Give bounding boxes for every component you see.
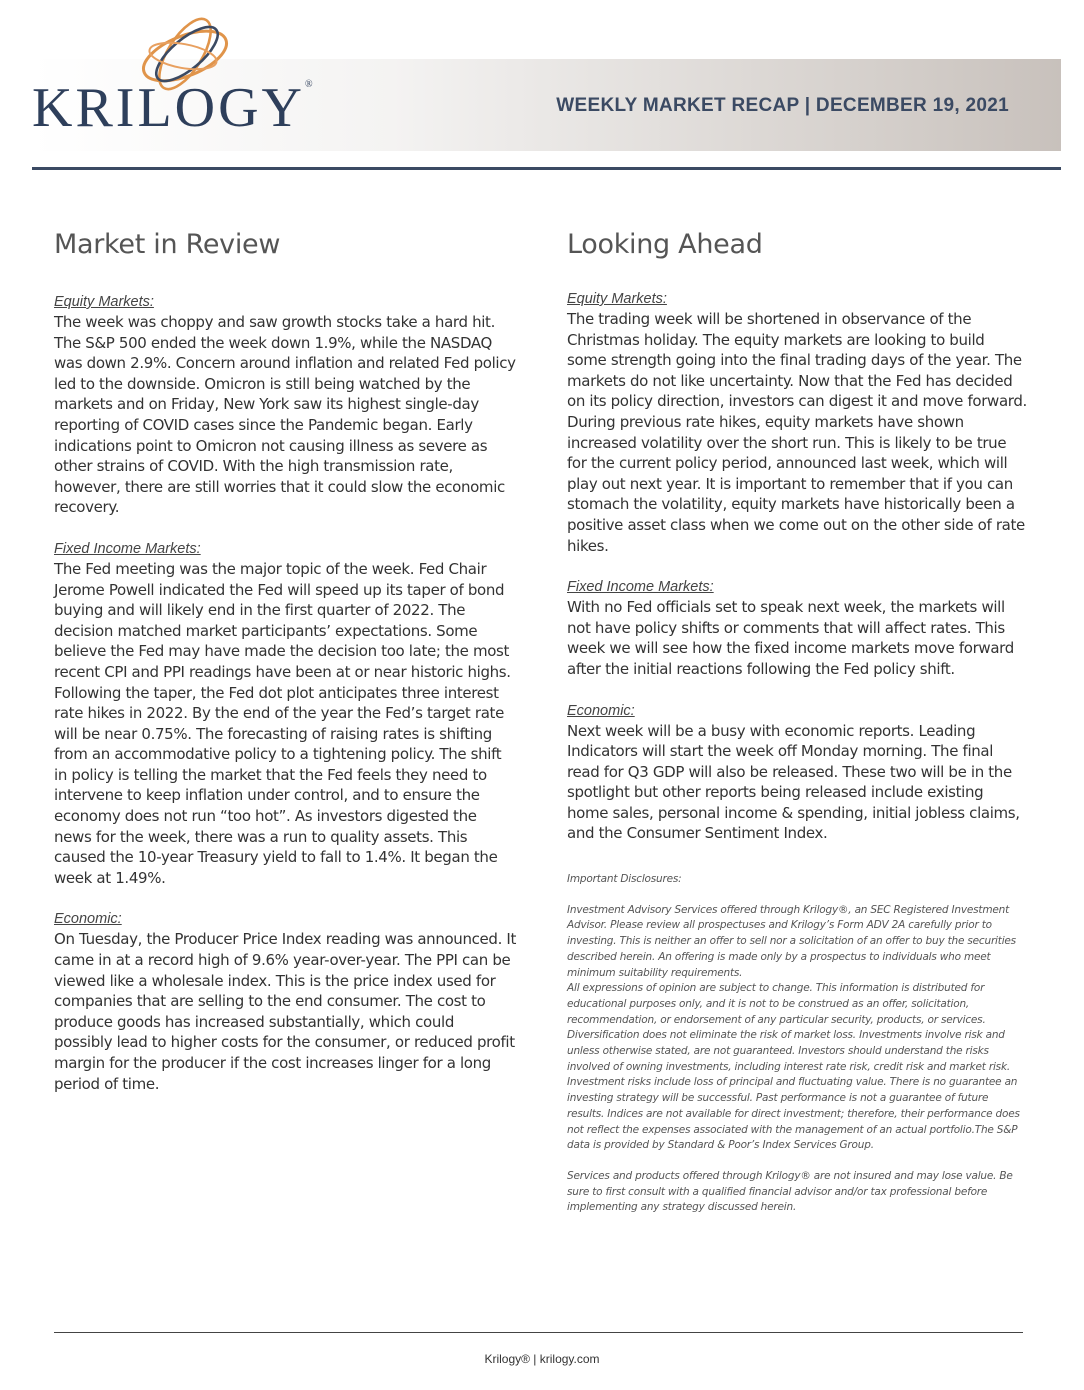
right-economic-heading: Economic: (567, 702, 635, 719)
looking-ahead-column (567, 225, 1027, 865)
brand-mark: ® (304, 79, 313, 90)
brand-name: KRILOGY (32, 77, 305, 139)
left-equity-heading: Equity Markets: (54, 294, 154, 310)
right-fixed-income-heading: Fixed Income Markets: (567, 579, 714, 596)
brand-wordmark (32, 77, 313, 139)
disclosures-heading: Important Disclosures: (567, 873, 682, 885)
right-equity-body: The trading week will be shortened in observance of the Christmas holiday. The equity markets are looking to build some strength going into the final trading days of the year. The markets do not like uncertainty. Now that the Fed has decided on its policy direction, investors can digest it and move forward. During previous rate hikes, equity markets have shown increased volatility over the short run. This is likely to be true for the current policy period, announced last week, which will play out next year. It is important to remember that if you can stomach the volatility, equity markets have historically been a positive asset class when we come out on the other side of rate hikes. (567, 310, 1027, 555)
disclosures-paragraph-2: All expressions of opinion are subject to change. This information is distributed for educational purposes only, and it is not to be construed as an offer, solicitation, recommendation, or endorsement of any particular security, products, or services. Diversification does not eliminate the risk of market loss. Investments involve risk and unless otherwise stated, are not guaranteed. Investors should understand the risks involved of owning investments, including interest rate risk, credit risk and market risk. Investment risks include loss of principal and fluctuating value. There is no guarantee an investing strategy will be successful. Past performance is not a guarantee of future results. Indices are not available for direct investment; therefore, their performance does not reflect the expenses associated with the management of an actual portfolio.The S&P data is provided by Standard & Poor’s Index Services Group. (567, 982, 1020, 1152)
krilogy-logo (32, 10, 332, 150)
left-economic-body: On Tuesday, the Producer Price Index reading was announced. It came in at a record high of 9.6% year-over-year. The PPI can be viewed like a wholesale index. This is the price index used for companies that are selling to the end consumer. The cost to produce goods has increased substantially, which could possibly lead to higher costs for the consumer, or reduced profit margin for the producer if the cost increases linger for a long period of time. (54, 930, 517, 1093)
right-economic-body: Next week will be a busy with economic reports. Leading Indicators will start the week off Monday morning. The final read for Q3 GDP will also be released. These two will be in the spotlight but other reports being released include existing home sales, personal income & spending, initial jobless claims, and the Consumer Sentiment Index. (567, 721, 1020, 843)
market-in-review-title: Market in Review (54, 229, 281, 260)
left-fixed-income-body: The Fed meeting was the major topic of the week. Fed Chair Jerome Powell indicated the Fed will speed up its taper of bond buying and will likely end in the first quarter of 2022. The decision matched market participants’ expectations. Some believe the Fed may have made the decision too late; the most recent CPI and PPI readings have been at or near historic highs. Following the taper, the Fed dot plot anticipates three interest rate hikes in 2022. By the end of the year the Fed’s target rate will be near 0.75%. The forecasting of raising rates is shifting from an accommodative policy to a tightening policy. The shift in policy is telling the market that the Fed feels they need to intervene to keep inflation under control, and to ensure the economy does not run “too hot”. As investors digested the news for the week, there was a run to quality assets. This caused the 10-year Treasury yield to fall to 1.4%. It began the week at 1.49%. (54, 559, 511, 887)
footer-text: Krilogy® | krilogy.com (484, 1352, 600, 1366)
important-disclosures (567, 872, 1023, 1231)
report-title: WEEKLY MARKET RECAP | DECEMBER 19, 2021 (556, 95, 1009, 116)
market-in-review-column (54, 225, 516, 1115)
footer-divider (54, 1332, 1023, 1333)
left-economic-heading: Economic: (54, 911, 122, 928)
left-fixed-income-heading: Fixed Income Markets: (54, 540, 201, 557)
disclosures-paragraph-3: Services and products offered through Krilogy® are not insured and may lose value. Be sure to first consult with a qualified financial advisor and/or tax professional before implementing any strategy discussed herein. (567, 1169, 1013, 1214)
right-equity-heading: Equity Markets: (567, 291, 667, 307)
left-equity-body: The week was choppy and saw growth stocks take a hard hit. The S&P 500 ended the week down 1.9%, while the NASDAQ was down 2.9%. Concern around inflation and related Fed policy led to the downside. Omicron is still being watched by the markets and on Friday, New York saw its highest single-day reporting of COVID cases since the Pandemic began. Early indications point to Omicron not causing illness as severe as other strains of COVID. With the high transmission rate, however, there are still worries that it could slow the economic recovery. (54, 313, 516, 517)
header-divider (32, 167, 1061, 170)
right-fixed-income-body: With no Fed officials set to speak next week, the markets will not have policy shifts or comments that will affect rates. This week we will see how the fixed income markets move forward after the initial reactions following the Fed policy shift. (567, 598, 1014, 678)
looking-ahead-title: Looking Ahead (567, 229, 763, 260)
disclosures-paragraph-1: Investment Advisory Services offered through Krilogy®, an SEC Registered Investment Advisor. Please review all prospectuses and Krilogy’s Form ADV 2A carefully prior to investing. This is neither an offer to sell nor a solicitation of an offer to buy the securities described herein. An offering is made only by a prospectus to individuals who meet minimum suitability requirements. (567, 903, 1016, 979)
